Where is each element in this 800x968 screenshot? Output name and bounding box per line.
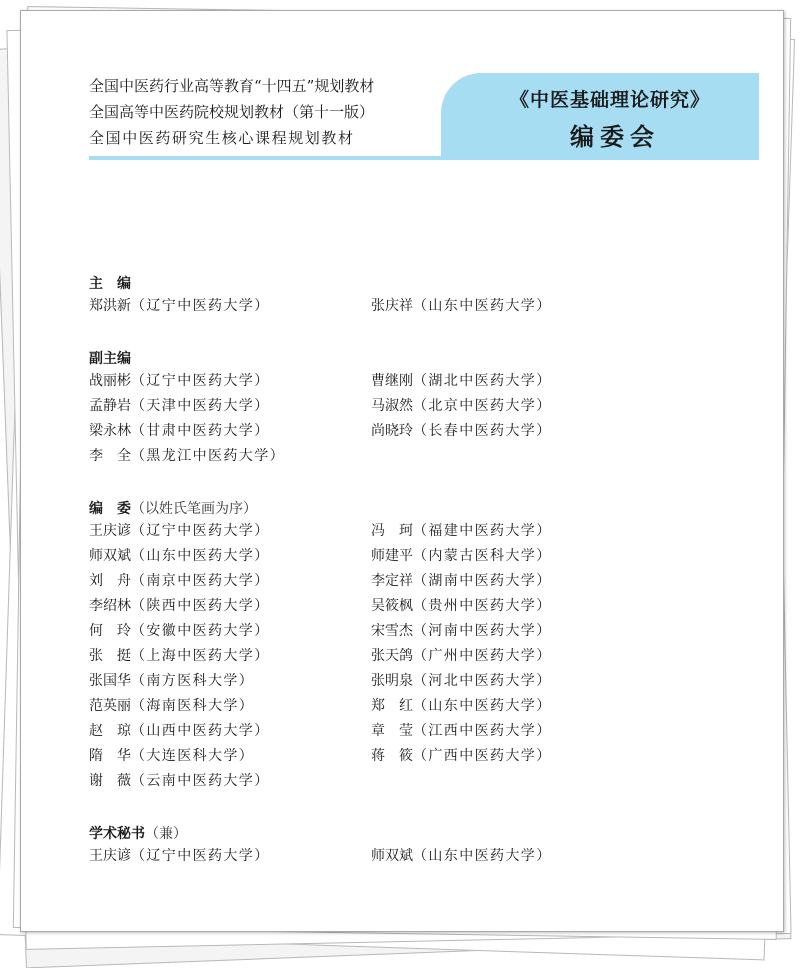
member-name: 冯 珂 — [371, 523, 413, 539]
member-affiliation: （贵州中医药大学） — [413, 598, 552, 614]
member-affiliation: （南方医科大学） — [131, 673, 255, 689]
member-entry — [89, 645, 371, 667]
member-affiliation: （云南中医药大学） — [131, 773, 270, 789]
member-name: 张国华 — [89, 673, 131, 689]
member-entry — [371, 370, 653, 392]
member-list — [89, 295, 729, 317]
member-affiliation: （大连医科大学） — [131, 748, 255, 764]
member-name: 蒋 筱 — [371, 748, 413, 764]
member-name: 李定祥 — [371, 573, 413, 589]
member-name: 师双斌 — [89, 548, 131, 564]
member-entry — [371, 395, 653, 417]
member-name: 张明泉 — [371, 673, 413, 689]
member-affiliation: （海南医科大学） — [131, 698, 255, 714]
member-affiliation: （山东中医药大学） — [413, 698, 552, 714]
member-entry — [371, 545, 653, 567]
member-affiliation: （湖南中医药大学） — [413, 573, 552, 589]
member-name: 马淑然 — [371, 398, 413, 414]
member-entry — [89, 520, 371, 542]
member-entry — [371, 745, 653, 767]
member-affiliation: （山东中医药大学） — [413, 848, 552, 864]
member-affiliation: （辽宁中医药大学） — [131, 373, 270, 389]
section-deputy-editors — [89, 348, 729, 467]
member-entry — [89, 445, 371, 467]
member-name: 郑 红 — [371, 698, 413, 714]
member-name: 吴筱枫 — [371, 598, 413, 614]
member-entry — [371, 670, 653, 692]
member-name: 刘 舟 — [89, 573, 131, 589]
member-list — [89, 370, 729, 467]
member-affiliation: （黑龙江中医药大学） — [131, 448, 285, 464]
section-heading: 编 委（以姓氏笔画为序） — [89, 501, 257, 517]
member-name: 宋雪杰 — [371, 623, 413, 639]
member-affiliation: （辽宁中医药大学） — [131, 298, 270, 314]
member-affiliation: （北京中医药大学） — [413, 398, 552, 414]
member-entry — [89, 295, 371, 317]
series-line: 全国高等中医药院校规划教材（第十一版） — [89, 103, 375, 121]
member-entry — [371, 645, 653, 667]
section-committee-members — [89, 498, 729, 792]
member-entry — [371, 620, 653, 642]
member-entry — [89, 395, 371, 417]
member-entry — [89, 570, 371, 592]
member-affiliation: （河南中医药大学） — [413, 623, 552, 639]
member-name: 师双斌 — [371, 848, 413, 864]
member-affiliation: （辽宁中医药大学） — [131, 848, 270, 864]
member-entry — [89, 845, 371, 867]
member-entry — [89, 720, 371, 742]
section-academic-secretaries — [89, 823, 729, 867]
member-entry — [89, 695, 371, 717]
member-affiliation: （安徽中医药大学） — [131, 623, 270, 639]
member-affiliation: （江西中医药大学） — [413, 723, 552, 739]
member-affiliation: （福建中医药大学） — [413, 523, 552, 539]
member-name: 郑洪新 — [89, 298, 131, 314]
section-chief-editors — [89, 273, 729, 317]
member-entry — [371, 720, 653, 742]
member-entry — [89, 745, 371, 767]
member-entry — [89, 545, 371, 567]
member-affiliation: （辽宁中医药大学） — [131, 523, 270, 539]
member-name: 张天鸽 — [371, 648, 413, 664]
member-affiliation: （广州中医药大学） — [413, 648, 552, 664]
member-name: 梁永林 — [89, 423, 131, 439]
member-entry — [371, 845, 653, 867]
member-entry — [89, 420, 371, 442]
member-entry — [89, 770, 371, 792]
member-name: 赵 琼 — [89, 723, 131, 739]
member-entry — [89, 595, 371, 617]
member-entry — [89, 620, 371, 642]
section-heading: 学术秘书（兼） — [89, 826, 187, 842]
member-affiliation: （长春中医药大学） — [413, 423, 552, 439]
member-name: 孟静岩 — [89, 398, 131, 414]
member-list — [89, 845, 729, 867]
member-name: 章 莹 — [371, 723, 413, 739]
member-name: 谢 薇 — [89, 773, 131, 789]
member-name: 隋 华 — [89, 748, 131, 764]
series-line: 全国中医药研究生核心课程规划教材 — [89, 129, 355, 147]
member-entry — [89, 670, 371, 692]
member-affiliation: （湖北中医药大学） — [413, 373, 552, 389]
member-entry — [371, 295, 653, 317]
member-name: 战丽彬 — [89, 373, 131, 389]
member-affiliation: （内蒙古医科大学） — [413, 548, 552, 564]
member-entry — [371, 695, 653, 717]
board-title: 编委会 — [570, 122, 660, 151]
member-affiliation: （甘肃中医药大学） — [131, 423, 270, 439]
member-entry — [371, 570, 653, 592]
title-banner — [441, 73, 759, 157]
member-entry — [89, 370, 371, 392]
member-name: 张庆祥 — [371, 298, 413, 314]
member-name: 范英丽 — [89, 698, 131, 714]
member-affiliation: （山东中医药大学） — [413, 298, 552, 314]
book-title: 《中医基础理论研究》 — [509, 89, 710, 111]
member-entry — [371, 520, 653, 542]
header-rule — [89, 156, 759, 160]
member-list — [89, 520, 729, 792]
section-heading: 主 编 — [89, 276, 131, 292]
member-affiliation: （山东中医药大学） — [131, 548, 270, 564]
member-entry — [371, 595, 653, 617]
member-entry — [371, 420, 653, 442]
member-name: 王庆谚 — [89, 523, 131, 539]
member-affiliation: （山西中医药大学） — [131, 723, 270, 739]
section-heading: 副主编 — [89, 351, 131, 367]
member-name: 尚晓玲 — [371, 423, 413, 439]
member-affiliation: （河北中医药大学） — [413, 673, 552, 689]
member-name: 王庆谚 — [89, 848, 131, 864]
member-affiliation: （南京中医药大学） — [131, 573, 270, 589]
member-name: 李 全 — [89, 448, 131, 464]
series-line: 全国中医药行业高等教育“十四五”规划教材 — [89, 77, 375, 95]
member-name: 李绍林 — [89, 598, 131, 614]
member-affiliation: （广西中医药大学） — [413, 748, 552, 764]
member-affiliation: （陕西中医药大学） — [131, 598, 270, 614]
document-page — [20, 10, 784, 932]
member-name: 张 挺 — [89, 648, 131, 664]
member-affiliation: （上海中医药大学） — [131, 648, 270, 664]
member-name: 曹继刚 — [371, 373, 413, 389]
member-name: 师建平 — [371, 548, 413, 564]
member-affiliation: （天津中医药大学） — [131, 398, 270, 414]
textbook-series-list — [89, 73, 374, 151]
member-name: 何 玲 — [89, 623, 131, 639]
